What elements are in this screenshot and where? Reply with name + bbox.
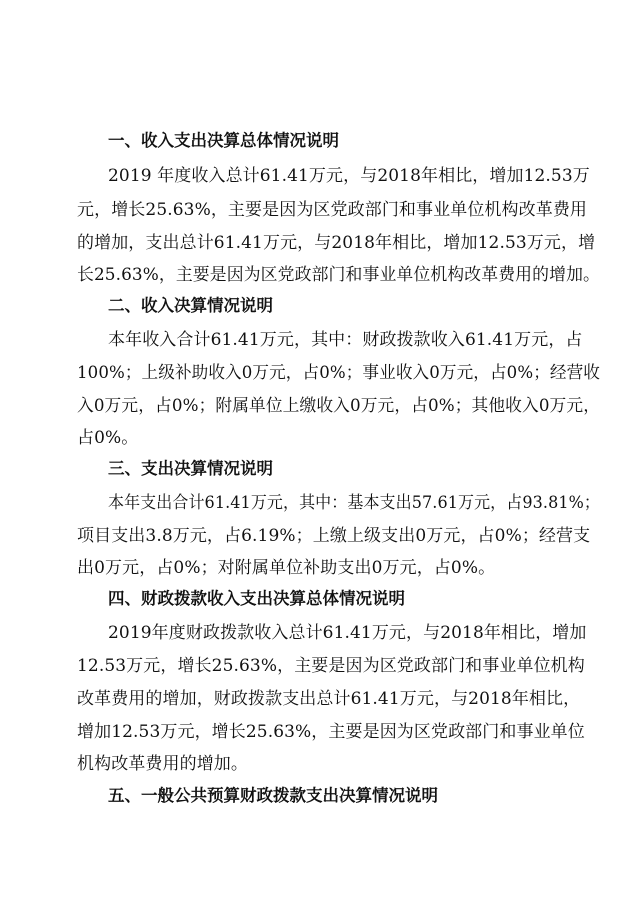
paragraph-line: 改革费用的增加，财政拨款支出总计61.41万元，与2018年相比， — [77, 689, 581, 709]
paragraph-line: 占0%。 — [77, 428, 139, 448]
paragraph-line: 本年收入合计61.41万元，其中：财政拨款收入61.41万元，占 — [108, 330, 583, 350]
paragraph-line: 本年支出合计61.41万元，其中：基本支出57.61万元，占93.81%； — [108, 493, 601, 513]
paragraph-line: 项目支出3.8万元，占6.19%；上缴上级支出0万元，占0%；经营支 — [77, 526, 591, 546]
section-heading-general-public-budget: 五、一般公共预算财政拨款支出决算情况说明 — [108, 786, 438, 805]
section-heading-fiscal-appropriation-overview: 四、财政拨款收入支出决算总体情况说明 — [108, 589, 405, 608]
paragraph-line: 机构改革费用的增加。 — [77, 754, 248, 774]
paragraph-line: 增加12.53万元，增长25.63%，主要是因为区党政部门和事业单位 — [77, 722, 585, 742]
paragraph-line: 100%；上级补助收入0万元，占0%；事业收入0万元，占0%；经营收 — [77, 363, 600, 383]
paragraph-line: 长25.63%，主要是因为区党政部门和事业单位机构改革费用的增加。 — [77, 265, 601, 285]
paragraph-line: 2019 年度收入总计61.41万元，与2018年相比，增加12.53万 — [108, 166, 590, 186]
paragraph-line: 12.53万元，增长25.63%，主要是因为区党政部门和事业单位机构 — [77, 656, 585, 676]
paragraph-line: 2019年度财政拨款收入总计61.41万元，与2018年相比，增加 — [108, 623, 587, 643]
section-heading-income-expenditure-overview: 一、收入支出决算总体情况说明 — [108, 131, 339, 150]
paragraph-line: 的增加，支出总计61.41万元，与2018年相比，增加12.53万元，增 — [77, 233, 596, 253]
section-heading-expenditure: 三、支出决算情况说明 — [108, 459, 273, 478]
paragraph-line: 入0万元，占0%；附属单位上缴收入0万元，占0%；其他收入0万元， — [77, 396, 601, 416]
paragraph-line: 出0万元，占0%；对附属单位补助支出0万元，占0%。 — [77, 558, 496, 578]
paragraph-line: 元，增长25.63%，主要是因为区党政部门和事业单位机构改革费用 — [77, 200, 588, 220]
section-heading-income: 二、收入决算情况说明 — [108, 296, 273, 315]
